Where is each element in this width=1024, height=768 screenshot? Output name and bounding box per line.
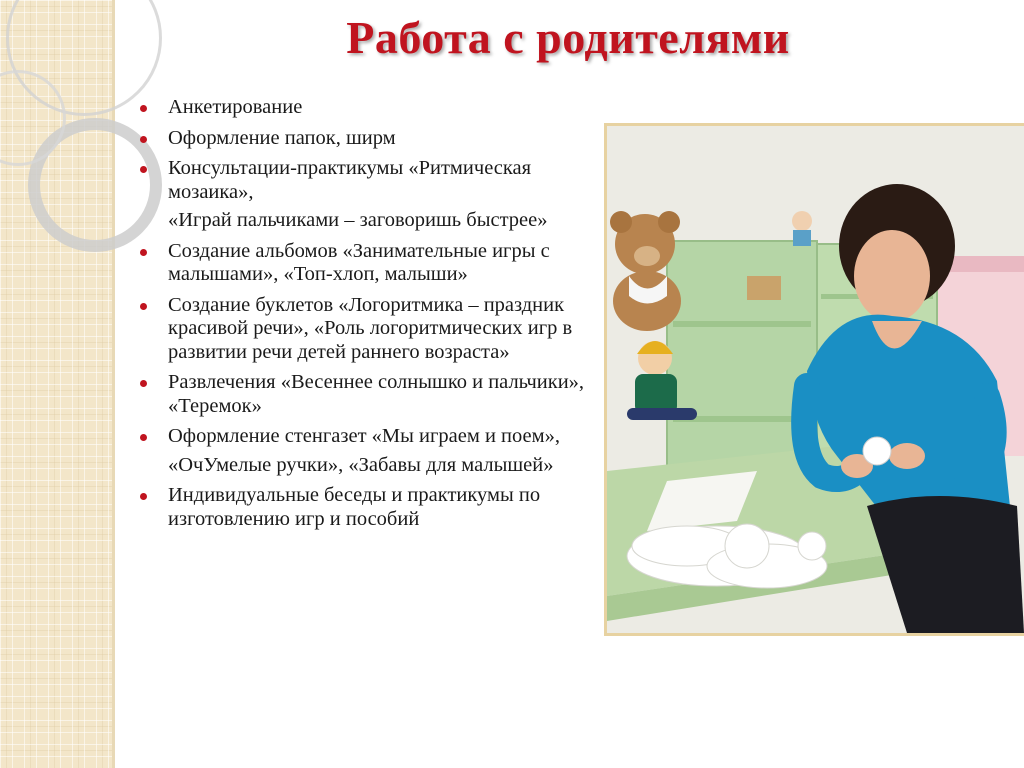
list-item [136,157,598,204]
bullet-dot-icon [140,136,147,143]
list-item-text: Создание альбомов «Занимательные игры с малышами», «Топ-хлоп, малыши» [168,239,550,285]
list-item [136,294,598,365]
list-item-continuation [136,454,598,478]
bullet-dot-icon [140,493,147,500]
photo [607,126,1024,633]
bullet-dot-icon [140,105,147,112]
bullet-list-area [136,96,598,538]
list-item [136,484,598,531]
list-item-text: Создание буклетов «Логоритмика – праздник красивой речи», «Роль логоритмических игр в развитии речи детей раннего возраста» [168,293,573,363]
photo-frame [604,123,1024,636]
bullet-dot-icon [140,303,147,310]
list-item-text: Индивидуальные беседы и практикумы по изготовлению игр и пособий [168,484,541,530]
list-item-text: «Играй пальчиками – заговоришь быстрее» [168,209,548,231]
list-item [136,240,598,287]
bullet-dot-icon [140,249,147,256]
list-item [136,127,598,151]
list-item [136,96,598,120]
list-item-text: Анкетирование [168,96,303,118]
strip-divider [112,0,115,768]
bullet-dot-icon [140,380,147,387]
list-item [136,425,598,449]
list-item [136,371,598,418]
list-item-text: Оформление папок, ширм [168,126,396,149]
list-item-text: Развлечения «Весеннее солнышко и пальчики», «Теремок» [168,371,585,417]
photo-illustration [607,126,1024,633]
list-item-text: «ОчУмелые ручки», «Забавы для малышей» [168,453,554,476]
bullet-dot-icon [140,166,147,173]
bullet-dot-icon [140,434,147,441]
slide-title: Работа с родителями [346,12,790,63]
list-item-continuation [136,209,598,233]
bullet-list [136,96,598,531]
list-item-text: Оформление стенгазет «Мы играем и поем», [168,425,560,447]
list-item-text: Консультации-практикумы «Ритмическая мозаика», [168,157,532,203]
